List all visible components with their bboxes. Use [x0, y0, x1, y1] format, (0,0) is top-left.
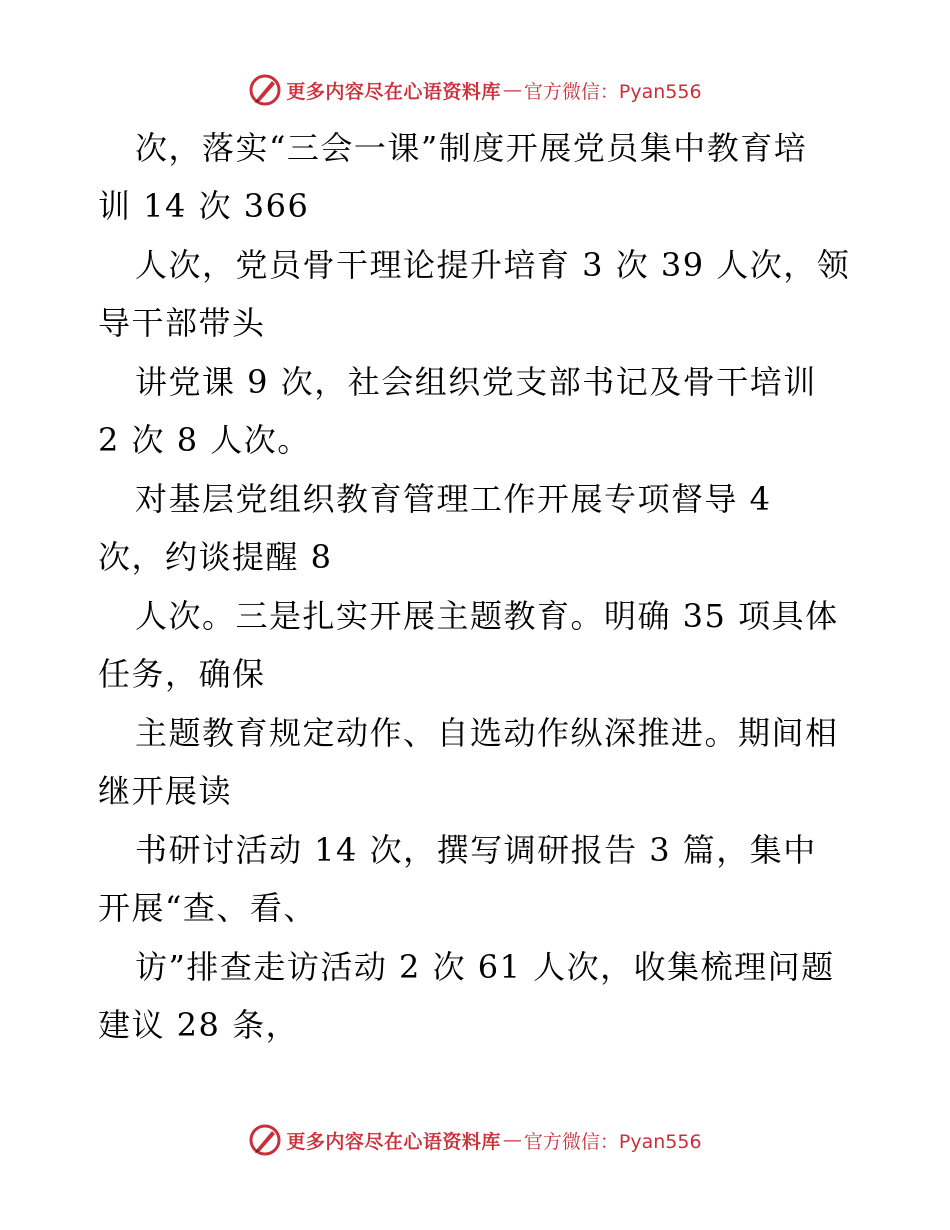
footer-banner: [0, 1120, 950, 1160]
body-line: 任务，确保: [98, 655, 266, 693]
pen-logo-icon: [248, 1123, 282, 1157]
body-line: 讲党课 9 次，社会组织党支部书记及骨干培训: [135, 363, 817, 401]
body-line: 建议 28 条，: [98, 1006, 300, 1044]
body-line: 对基层党组织教育管理工作开展专项督导 4: [135, 480, 772, 518]
footer-contact: 官方微信：Pyan556: [523, 1130, 702, 1153]
header-banner: [0, 70, 950, 110]
body-line: 人次，党员骨干理论提升培育 3 次 39 人次，领: [135, 246, 851, 284]
body-line: 继开展读: [98, 772, 233, 810]
header-separator: —: [502, 79, 522, 101]
body-line: 次，约谈提醒 8: [98, 538, 333, 576]
body-line: 主题教育规定动作、自选动作纵深推进。期间相: [135, 714, 839, 752]
body-line: 训 14 次 366: [98, 187, 310, 225]
body-line: 访”排查走访活动 2 次 61 人次，收集梳理问题: [135, 948, 835, 986]
header-banner-text: 更多内容尽在心语资料库: [286, 80, 501, 103]
footer-banner-text: 更多内容尽在心语资料库: [286, 1130, 501, 1153]
body-line: 次，落实“三会一课”制度开展党员集中教育培: [135, 129, 808, 167]
body-line: 开展“查、看、: [98, 889, 317, 927]
footer-separator: —: [502, 1129, 522, 1151]
body-line: 导干部带头: [98, 304, 266, 342]
body-line: 人次。三是扎实开展主题教育。明确 35 项具体: [135, 597, 839, 635]
pen-logo-icon: [248, 73, 282, 107]
body-line: 2 次 8 人次。: [98, 421, 311, 459]
body-line: 书研讨活动 14 次，撰写调研报告 3 篇，集中: [135, 831, 817, 869]
header-contact: 官方微信：Pyan556: [523, 80, 702, 103]
